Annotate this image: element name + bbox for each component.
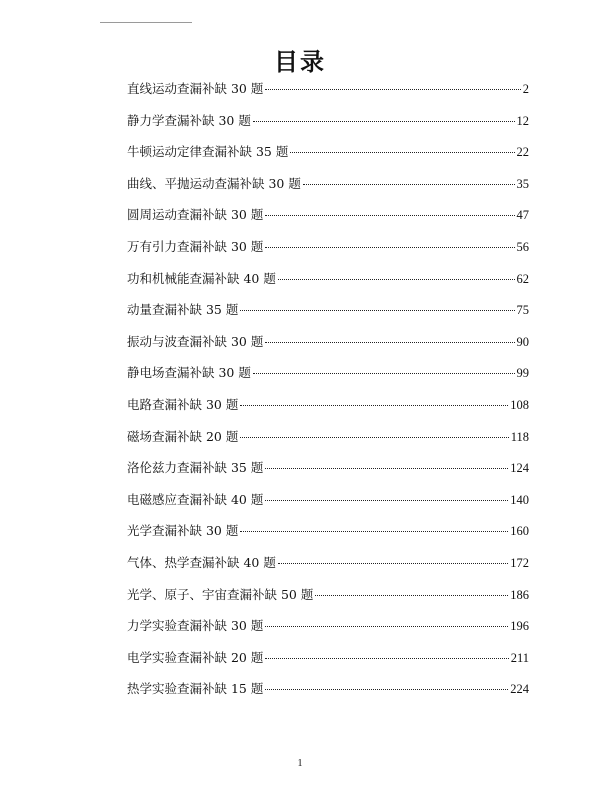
page-title: 目录 [274,47,326,76]
toc-entry-title: 静力学查漏补缺 30 题 [127,112,251,128]
toc-entry-page: 160 [510,524,529,539]
toc-entry[interactable] [127,79,529,111]
toc-entry-page: 90 [516,334,529,349]
toc-entry[interactable] [127,205,529,237]
toc-entry[interactable] [127,648,529,680]
toc-dot-leader [240,405,508,406]
toc-dot-leader [278,279,515,280]
toc-dot-leader [290,152,514,153]
toc-entry[interactable] [127,427,529,459]
table-of-contents [127,79,529,711]
toc-entry-page: 47 [516,208,529,223]
toc-entry-title: 万有引力查漏补缺 30 题 [127,238,264,254]
toc-entry-page: 99 [516,366,529,381]
toc-entry[interactable] [127,237,529,269]
toc-dot-leader [265,247,514,248]
toc-entry-page: 211 [510,650,529,665]
toc-dot-leader [265,658,508,659]
toc-entry-title: 静电场查漏补缺 30 题 [127,365,251,381]
toc-entry[interactable] [127,363,529,395]
toc-entry-title: 电磁感应查漏补缺 40 题 [127,491,264,507]
toc-entry-title: 洛伦兹力查漏补缺 35 题 [127,460,264,476]
toc-entry[interactable] [127,300,529,332]
toc-entry-page: 224 [510,682,529,697]
toc-entry-title: 牛顿运动定律查漏补缺 35 题 [127,144,289,160]
toc-dot-leader [315,595,508,596]
toc-entry[interactable] [127,458,529,490]
toc-dot-leader [253,121,515,122]
toc-dot-leader [265,215,514,216]
toc-entry-page: 118 [510,429,529,444]
toc-dot-leader [240,310,514,311]
toc-dot-leader [265,626,508,627]
toc-dot-leader [240,531,508,532]
scan-artifact-line [100,22,192,23]
toc-dot-leader [265,500,508,501]
toc-entry[interactable] [127,616,529,648]
toc-dot-leader [265,342,514,343]
toc-dot-leader [265,89,520,90]
toc-entry-title: 力学实验查漏补缺 30 题 [127,618,264,634]
toc-entry-page: 108 [510,397,529,412]
toc-entry-title: 磁场查漏补缺 20 题 [127,428,239,444]
toc-entry-title: 电路查漏补缺 30 题 [127,396,239,412]
toc-entry-page: 186 [510,587,529,602]
toc-entry-page: 62 [516,271,529,286]
toc-entry[interactable] [127,174,529,206]
toc-entry-title: 光学查漏补缺 30 题 [127,523,239,539]
toc-dot-leader [278,563,508,564]
toc-entry[interactable] [127,521,529,553]
toc-entry-page: 35 [516,176,529,191]
toc-entry[interactable] [127,490,529,522]
toc-entry-title: 功和机械能查漏补缺 40 题 [127,270,276,286]
toc-entry-title: 气体、热学查漏补缺 40 题 [127,554,276,570]
toc-entry-title: 振动与波查漏补缺 30 题 [127,333,264,349]
toc-entry-page: 172 [510,555,529,570]
toc-entry[interactable] [127,585,529,617]
toc-entry-page: 140 [510,492,529,507]
toc-entry-title: 光学、原子、宇宙查漏补缺 50 题 [127,586,314,602]
toc-entry-title: 热学实验查漏补缺 15 题 [127,681,264,697]
toc-entry[interactable] [127,679,529,711]
toc-dot-leader [253,373,515,374]
toc-entry[interactable] [127,111,529,143]
toc-entry[interactable] [127,269,529,301]
toc-entry[interactable] [127,332,529,364]
toc-entry-title: 直线运动查漏补缺 30 题 [127,81,264,96]
toc-entry[interactable] [127,395,529,427]
toc-entry-page: 56 [516,239,529,254]
toc-entry-title: 曲线、平抛运动查漏补缺 30 题 [127,175,301,191]
toc-dot-leader [265,689,508,690]
toc-entry-page: 124 [510,461,529,476]
toc-entry-page: 22 [516,145,529,160]
toc-dot-leader [303,184,515,185]
toc-entry-title: 动量查漏补缺 35 题 [127,302,239,318]
toc-dot-leader [265,468,508,469]
toc-entry-page: 75 [516,303,529,318]
toc-entry[interactable] [127,142,529,174]
toc-dot-leader [240,437,508,438]
toc-entry-page: 12 [516,113,529,128]
toc-entry[interactable] [127,553,529,585]
toc-entry-page: 196 [510,619,529,634]
toc-entry-title: 圆周运动查漏补缺 30 题 [127,207,264,223]
page-number: 1 [297,758,303,769]
toc-entry-page: 2 [522,82,529,96]
toc-entry-title: 电学实验查漏补缺 20 题 [127,649,264,665]
